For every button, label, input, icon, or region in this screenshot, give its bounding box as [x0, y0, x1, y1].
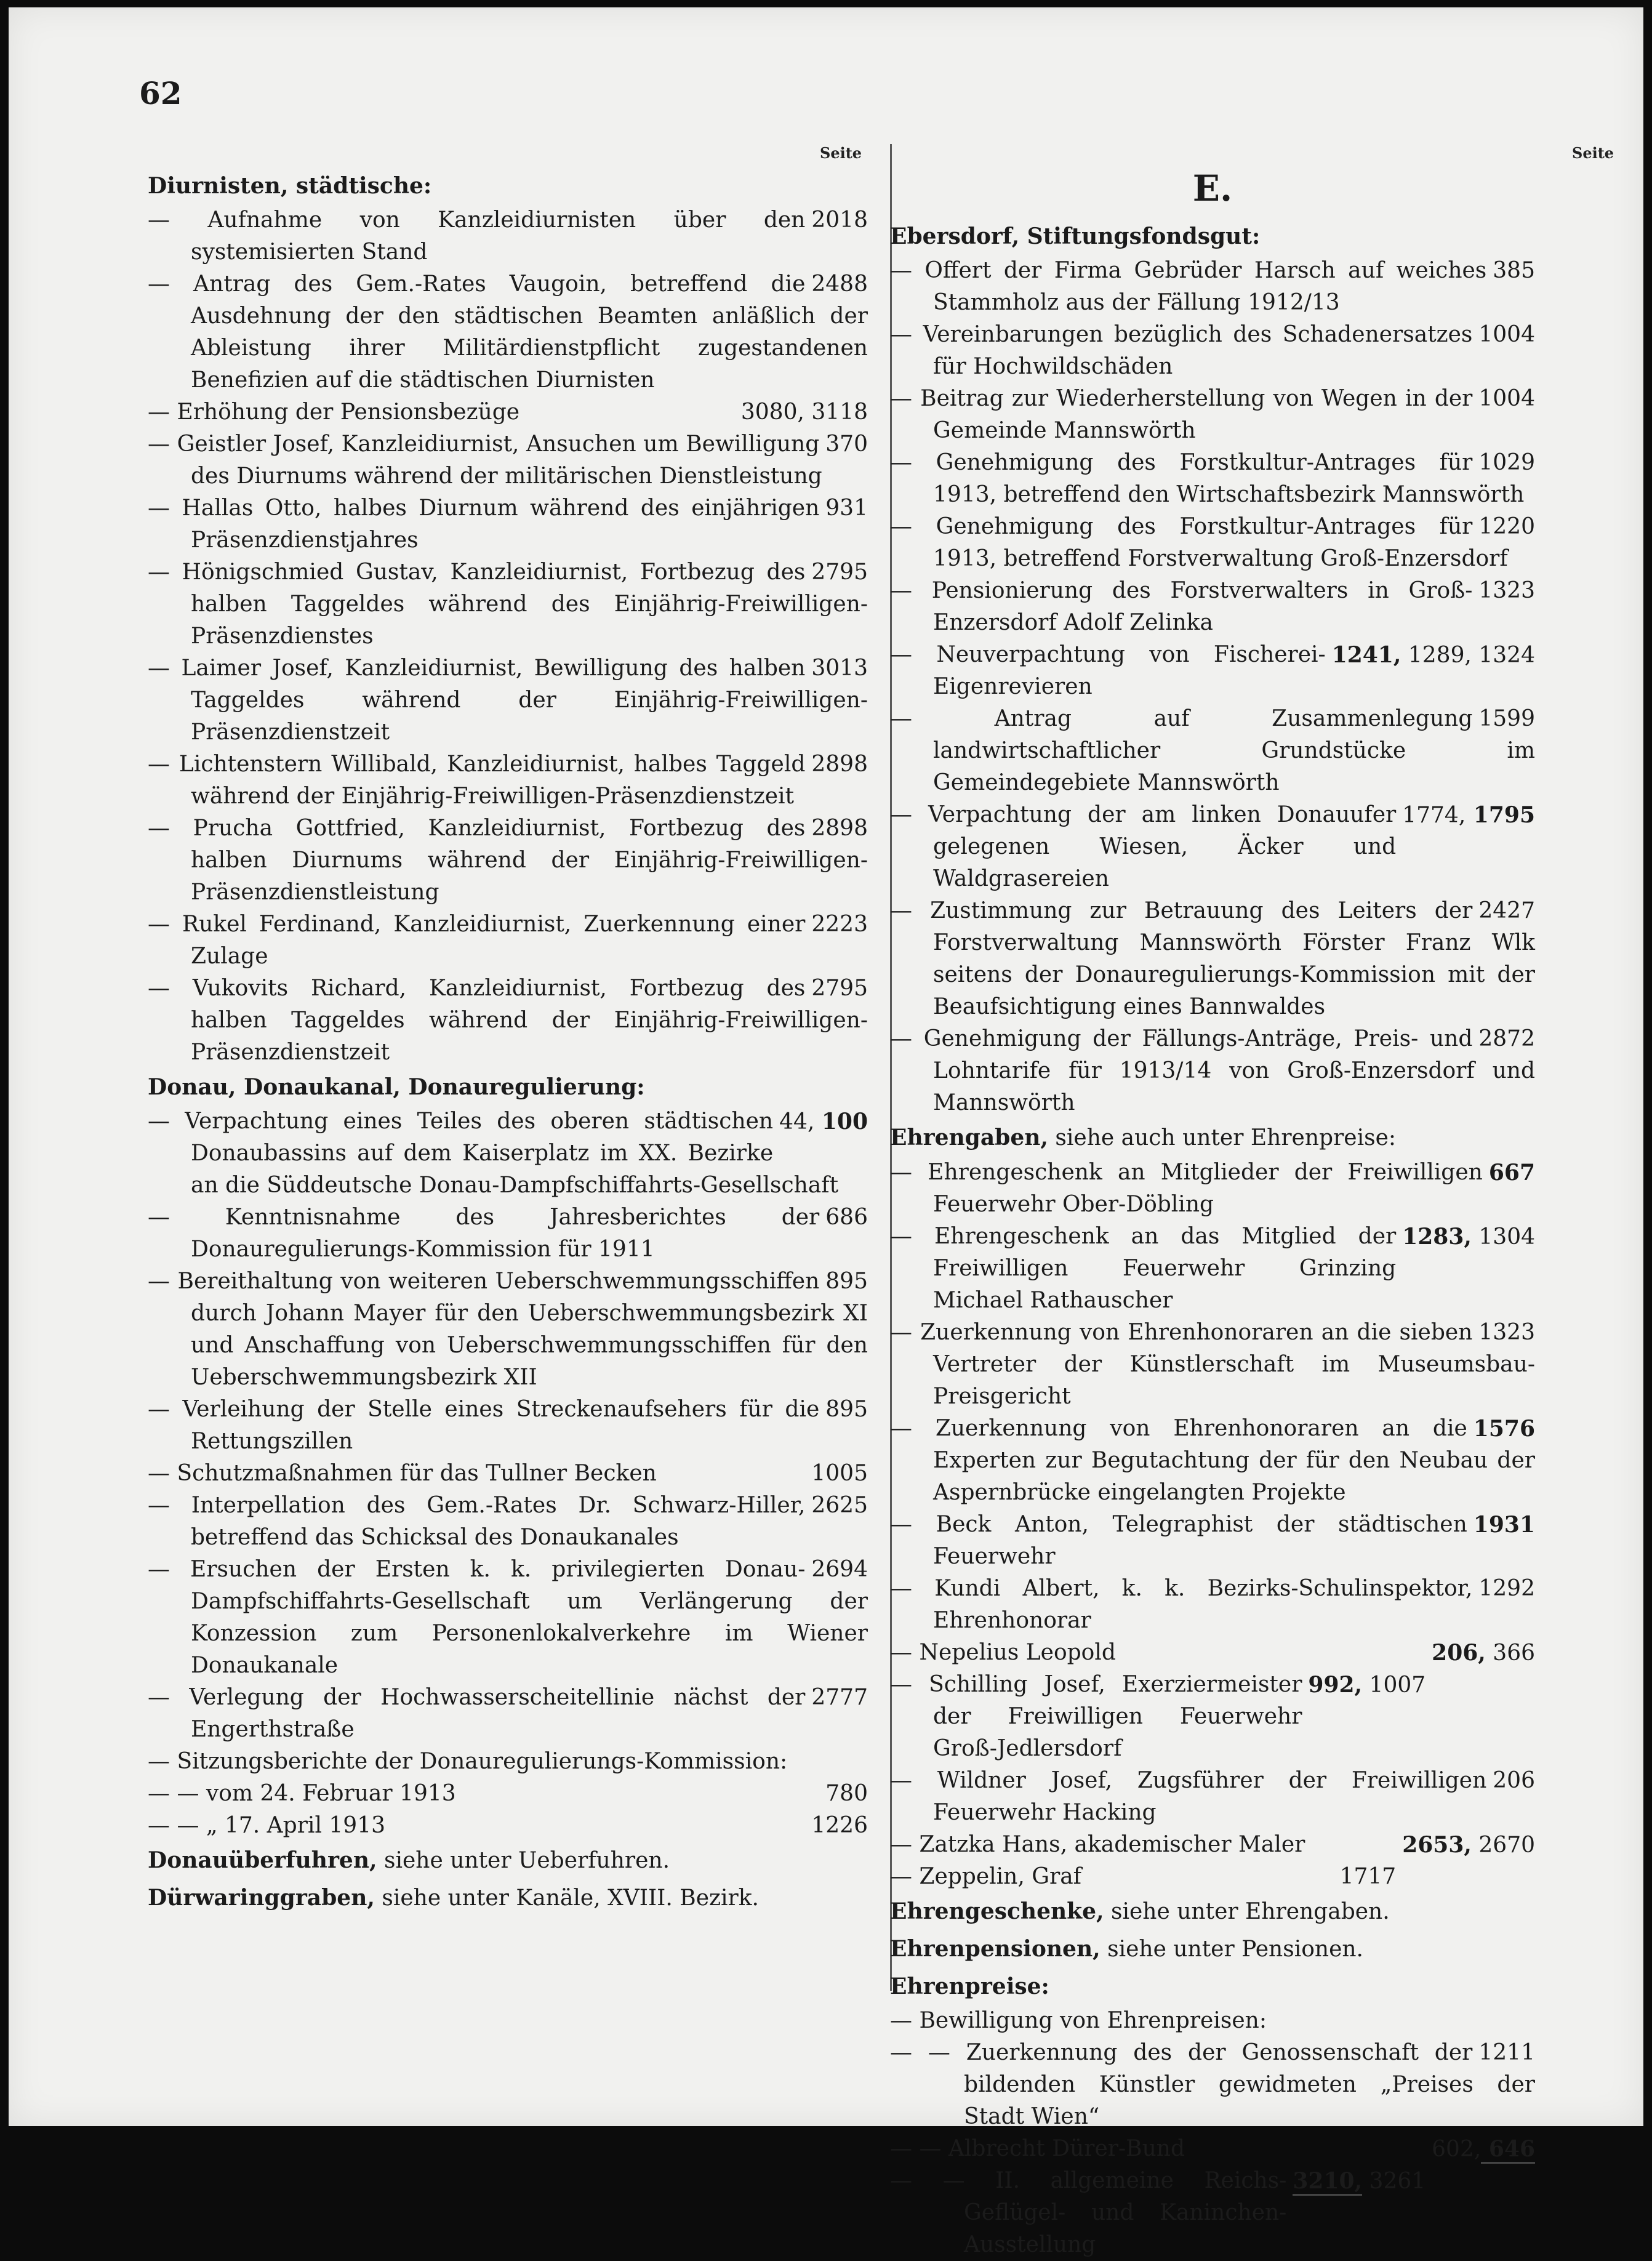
heading-ehrenpensionen: Ehrenpensionen, siehe unter Pensionen.: [890, 1936, 1363, 1962]
index-entry: — Sitzungsberichte der Donauregulierungs-Kommission:: [148, 1749, 788, 1774]
index-entry: 895 — Bereithaltung von weiteren Ueberschwemmungsschiffen durch Johann Mayer für den Ueberschwemmungsbezirk XI und Anschaffung von Ueberschwemmungsschiffen für den Ueberschwemmungsbezirk XII: [148, 1269, 868, 1390]
index-entry: 1292 — Kundi Albert, k. k. Bezirks-Schulinspektor, Ehrenhonorar: [890, 1576, 1535, 1633]
index-entry: 1029 — Genehmigung des Forstkultur-Antrages für 1913, betreffend den Wirtschaftsbezirk Mannswörth: [890, 450, 1535, 507]
index-entry: 1004 — Vereinbarungen bezüglich des Schadenersatzes für Hochwildschäden: [890, 322, 1535, 379]
index-entry: 602, 646 — — Albrecht Dürer-Bund: [890, 2133, 1535, 2165]
index-entry: 2223 — Rukel Ferdinand, Kanzleidiurnist, Zuerkennung einer Zulage: [148, 912, 868, 969]
index-entry: 1211 — — Zuerkennung des der Genossenschaft der bildenden Künstler gewidmeten „Preises der Stadt Wien“: [890, 2040, 1535, 2129]
index-entry: 2625 — Interpellation des Gem.-Rates Dr. Schwarz-Hiller, betreffend das Schicksal des Donaukanales: [148, 1493, 868, 1550]
index-entry: 385 — Offert der Firma Gebrüder Harsch auf weiches Stammholz aus der Fällung 1912/13: [890, 258, 1535, 315]
index-entry: 1004 — Beitrag zur Wiederherstellung von Wegen in der Gemeinde Mannswörth: [890, 386, 1535, 443]
index-entry: 2427 — Zustimmung zur Betrauung des Leiters der Forstverwaltung Mannswörth Förster Franz Wlk seitens der Donauregulierungs-Kommission mit der Beaufsichtigung eines Bannwaldes: [890, 898, 1535, 1019]
index-entry: 2018 — Aufnahme von Kanzleidiurnisten über den systemisierten Stand: [148, 207, 868, 265]
index-entry: 1220 — Genehmigung des Forstkultur-Antrages für 1913, betreffend Forstverwaltung Groß-Enzersdorf: [890, 514, 1535, 571]
index-entry: 1283, 1304 — Ehrengeschenk an das Mitglied der Freiwilligen Feuerwehr Grinzing Michael Rathauscher: [890, 1224, 1535, 1313]
index-entry: 206 — Wildner Josef, Zugsführer der Freiwilligen Feuerwehr Hacking: [890, 1768, 1535, 1825]
heading-donau: Donau, Donaukanal, Donauregulierung:: [148, 1074, 645, 1100]
index-entry: 2795 — Hönigschmied Gustav, Kanzleidiurnist, Fortbezug des halben Taggeldes während des Einjährig-Freiwilligen-Präsenzdienstes: [148, 560, 868, 649]
index-entry: 1774, 1795 — Verpachtung der am linken Donauufer gelegenen Wiesen, Äcker und Waldgrasereien: [890, 802, 1535, 891]
heading-ebersdorf: Ebersdorf, Stiftungsfondsgut:: [890, 223, 1261, 249]
index-entry: 1717 — Zeppelin, Graf: [890, 1864, 1397, 1889]
index-entry: 992, 1007 — Schilling Josef, Exerziermeister der Freiwilligen Feuerwehr Groß-Jedlersdorf: [890, 1672, 1426, 1761]
index-entry: 2898 — Lichtenstern Willibald, Kanzleidiurnist, halbes Taggeld während der Einjährig-Freiwilligen-Präsenzdienstzeit: [148, 752, 868, 809]
seite-label-left: Seite: [820, 144, 862, 162]
index-entry: 44, 100 — Verpachtung eines Teiles des oberen städtischen Donaubassins auf dem Kaiserplatz im XX. Bezirke an die Süddeutsche Donau-Dampfschiffahrts-Gesellschaft: [148, 1109, 868, 1198]
index-entry: 206, 366 — Nepelius Leopold: [890, 1640, 1535, 1666]
index-entry: 1576 — Zuerkennung von Ehrenhonoraren an die Experten zur Begutachtung der für den Neubau der Aspernbrücke eingelangten Projekte: [890, 1416, 1535, 1505]
heading-duerwaringgraben: Dürwaringgraben, siehe unter Kanäle, XVIII. Bezirk.: [148, 1885, 759, 1911]
right-column: [890, 167, 1535, 2261]
heading-donauueberfuhren: Donauüberfuhren, siehe unter Ueberfuhren.: [148, 1847, 670, 1873]
heading-ehrenpreise: Ehrenpreise:: [890, 1974, 1049, 1999]
index-entry: 931 — Hallas Otto, halbes Diurnum während des einjährigen Präsenzdienstjahres: [148, 496, 868, 553]
scanned-page: [9, 7, 1643, 2257]
heading-ehrengeschenke: Ehrengeschenke, siehe unter Ehrengaben.: [890, 1898, 1390, 1924]
index-entry: 3080, 3118 — Erhöhung der Pensionsbezüge: [148, 400, 868, 425]
heading-diurnisten: Diurnisten, städtische:: [148, 173, 432, 199]
index-entry: 2872 — Genehmigung der Fällungs-Anträge, Preis- und Lohntarife für 1913/14 von Groß-Enzersdorf und Mannswörth: [890, 1026, 1535, 1115]
index-entry: 370 — Geistler Josef, Kanzleidiurnist, Ansuchen um Bewilligung des Diurnums während der militärischen Dienstleistung: [148, 432, 868, 489]
index-entry: 2795 — Vukovits Richard, Kanzleidiurnist, Fortbezug des halben Taggeldes während der Einjährig-Freiwilligen-Präsenzdienstzeit: [148, 976, 868, 1065]
index-entry: 686 — Kenntnisnahme des Jahresberichtes der Donauregulierungs-Kommission für 1911: [148, 1205, 868, 1262]
index-entry: 2653, 2670 — Zatzka Hans, akademischer Maler: [890, 1832, 1535, 1858]
index-entry: 1323 — Zuerkennung von Ehrenhonoraren an die sieben Vertreter der Künstlerschaft im Museumsbau-Preisgericht: [890, 1320, 1535, 1409]
index-entry: 780 — — vom 24. Februar 1913: [148, 1781, 868, 1806]
index-entry: 895 — Verleihung der Stelle eines Streckenaufsehers für die Rettungszillen: [148, 1397, 868, 1454]
index-entry: 1323 — Pensionierung des Forstverwalters in Groß-Enzersdorf Adolf Zelinka: [890, 578, 1535, 635]
index-entry: 3210, 3261 — — II. allgemeine Reichs-Geflügel- und Kaninchen-Ausstellung: [890, 2168, 1426, 2257]
index-entry: 2777 — Verlegung der Hochwasserscheitellinie nächst der Engerthstraße: [148, 1685, 868, 1742]
page-number: 62: [139, 75, 182, 111]
seite-label-right: Seite: [1572, 144, 1614, 162]
index-entry: 3013 — Laimer Josef, Kanzleidiurnist, Bewilligung des halben Taggeldes während der Einjährig-Freiwilligen-Präsenzdienstzeit: [148, 656, 868, 745]
index-entry: 2488 — Antrag des Gem.-Rates Vaugoin, betreffend die Ausdehnung der den städtischen Beamten anläßlich der Ableistung ihrer Militärdienstpflicht zugestandenen Benefizien auf die städtischen Diurnisten: [148, 271, 868, 393]
index-entry: 667 — Ehrengeschenk an Mitglieder der Freiwilligen Feuerwehr Ober-Döbling: [890, 1160, 1535, 1217]
section-letter: E.: [1192, 167, 1233, 209]
index-entry: 2898 — Prucha Gottfried, Kanzleidiurnist, Fortbezug des halben Diurnums während der Einjährig-Freiwilligen-Präsenzdienstleistung: [148, 816, 868, 905]
index-entry: 1226 — — „ 17. April 1913: [148, 1813, 868, 1838]
index-entry: 1005 — Schutzmaßnahmen für das Tullner Becken: [148, 1461, 868, 1486]
index-entry: 1241, 1289, 1324 — Neuverpachtung von Fischerei-Eigenrevieren: [890, 642, 1535, 699]
index-entry: 1599 — Antrag auf Zusammenlegung landwirtschaftlicher Grundstücke im Gemeindegebiete Mannswörth: [890, 706, 1535, 795]
index-entry: — Bewilligung von Ehrenpreisen:: [890, 2008, 1267, 2033]
index-entry: 2694 — Ersuchen der Ersten k. k. privilegierten Donau-Dampfschiffahrts-Gesellschaft um Verlängerung der Konzession zum Personenlokalverkehre im Wiener Donaukanale: [148, 1557, 868, 1678]
heading-ehrengaben: Ehrengaben, siehe auch unter Ehrenpreise:: [890, 1125, 1397, 1151]
index-entry: 1931 — Beck Anton, Telegraphist der städtischen Feuerwehr: [890, 1512, 1535, 1569]
left-column: [148, 167, 868, 1917]
